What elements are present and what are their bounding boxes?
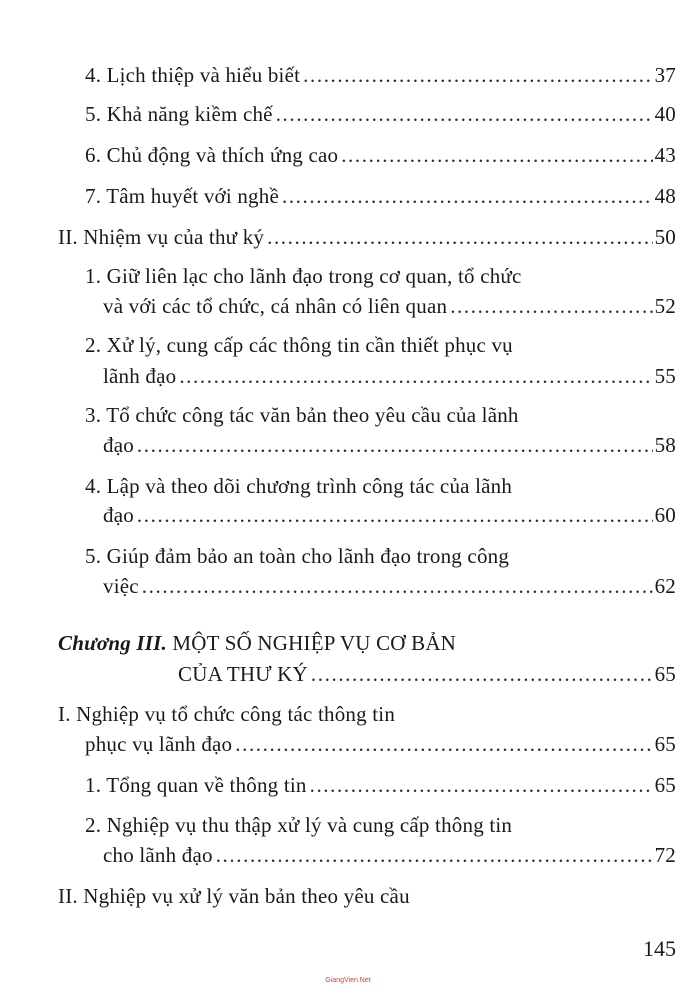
chapter-title-line2: CỦA THƯ KÝ [178,662,308,686]
toc-entry-page: 65 [654,732,676,756]
toc-entry [0,142,676,168]
toc-entry [0,573,676,599]
toc-entry-page: 52 [654,294,676,318]
toc-entry [0,772,676,798]
dot-leader [137,432,653,458]
toc-entry-title-line1: 2. Xử lý, cung cấp các thông tin cần thiết phục vụ [85,333,513,357]
chapter-prefix: Chương III. [58,631,167,655]
dot-leader [303,62,652,88]
toc-section-title: II. Nghiệp vụ xử lý văn bản theo yêu cầu [58,884,410,908]
toc-entry-page: 60 [654,503,676,527]
toc-entry-title: 5. Khả năng kiềm chế [85,102,273,126]
toc-entry-page: 40 [654,102,676,126]
toc-entry-page: 72 [654,843,676,867]
dot-leader [311,661,653,687]
toc-entry-title: 4. Lịch thiệp và hiểu biết [85,63,301,87]
dot-leader [216,842,653,868]
toc-entry-title-line2: đạo [103,433,134,457]
dot-leader [179,363,652,389]
toc-entry-page: 43 [654,143,676,167]
toc-entry-title-line2: đạo [103,503,134,527]
toc-entry-title-line2: và với các tổ chức, cá nhân có liên quan [103,294,448,318]
toc-entry-page: 65 [654,662,676,686]
toc-entry [0,183,676,209]
toc-entry-title-line1: 3. Tổ chức công tác văn bản theo yêu cầu của lãnh [85,403,519,427]
toc-entry [0,842,676,868]
toc-entry-title-line1: 1. Giữ liên lạc cho lãnh đạo trong cơ quan, tổ chức [85,264,522,288]
toc-section-entry [0,731,676,757]
dot-leader [282,183,653,209]
toc-entry-page: 50 [654,225,676,249]
dot-leader [276,101,653,127]
dot-leader [341,142,652,168]
toc-entry-title-line2: lãnh đạo [103,364,177,388]
toc-entry [0,62,676,88]
toc-entry-title-line1: 4. Lập và theo dõi chương trình công tác của lãnh [85,474,513,498]
toc-entry-page: 65 [654,773,676,797]
dot-leader [450,293,652,319]
toc-section-title-line1: I. Nghiệp vụ tổ chức công tác thông tin [58,702,396,726]
toc-entry [0,502,676,528]
dot-leader [142,573,653,599]
toc-entry-title-line1: 2. Nghiệp vụ thu thập xử lý và cung cấp thông tin [85,813,513,837]
dot-leader [137,502,653,528]
toc-section-entry [0,224,676,250]
page-number: 145 [643,936,676,961]
toc-entry-page: 62 [654,574,676,598]
toc-section-title-line2: phục vụ lãnh đạo [85,732,233,756]
toc-entry-page: 55 [654,364,676,388]
chapter-title: MỘT SỐ NGHIỆP VỤ CƠ BẢN [166,631,457,655]
toc-entry-title: 1. Tổng quan về thông tin [85,773,307,797]
toc-entry [0,101,676,127]
chapter-heading-line1 [0,630,696,656]
dot-leader [267,224,652,250]
toc-entry-page: 48 [654,184,676,208]
watermark: GiangVien.Net [325,977,371,984]
toc-entry-title-line1: 5. Giúp đảm bảo an toàn cho lãnh đạo trong công [85,544,510,568]
chapter-entry [0,661,676,687]
toc-entry-title: 7. Tâm huyết với nghề [85,184,279,208]
toc-entry-title: II. Nhiệm vụ của thư ký [58,225,265,249]
toc-entry-page: 58 [654,433,676,457]
toc-entry-title-line2: việc [103,574,139,598]
toc-entry-title-line2: cho lãnh đạo [103,843,213,867]
toc-entry [0,432,676,458]
dot-leader [235,731,652,757]
toc-entry-page: 37 [654,63,676,87]
toc-entry-title: 6. Chủ động và thích ứng cao [85,143,339,167]
toc-entry [0,293,676,319]
dot-leader [310,772,653,798]
toc-entry [0,363,676,389]
